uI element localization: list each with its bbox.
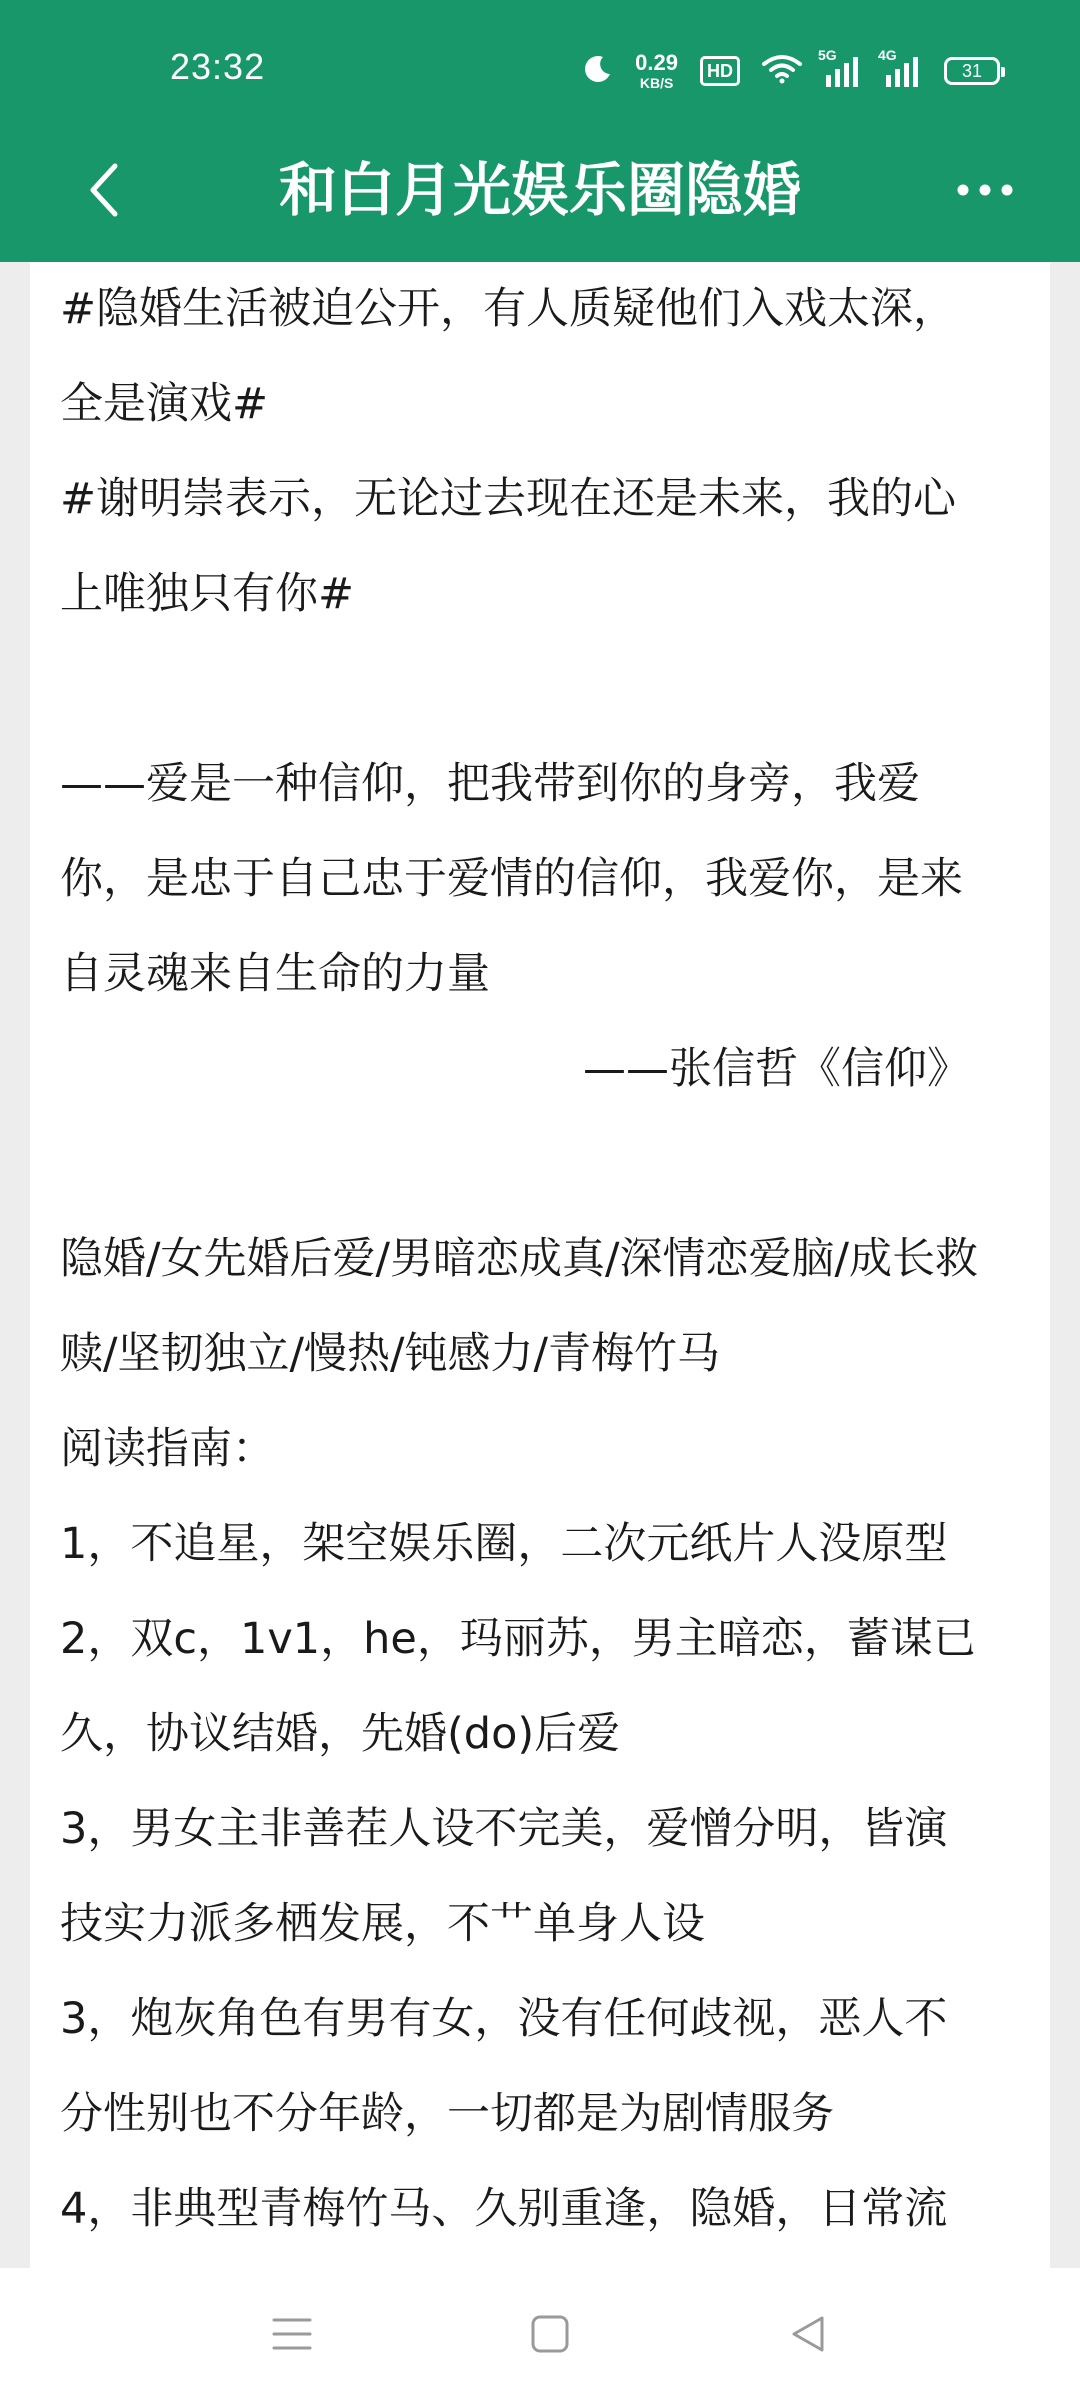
net-speed-unit: KB/S <box>639 75 674 91</box>
moon-icon <box>583 54 613 88</box>
home-button[interactable] <box>520 2304 580 2364</box>
network-5g-label: 5G <box>818 47 837 63</box>
net-speed-value: 0.29 <box>635 50 678 75</box>
battery-level: 31 <box>961 60 983 81</box>
net-speed <box>635 52 678 90</box>
text-line-1: #隐婚生活被迫公开，有人质疑他们入戏太深， <box>60 284 957 334</box>
triangle-back-icon <box>788 2314 828 2354</box>
more-button[interactable] <box>940 160 1030 220</box>
text-line-15: 3，炮灰角色有男有女，没有任何歧视，恶人不 <box>60 1994 948 2044</box>
signal-4g <box>878 47 922 87</box>
blank-line-2 <box>60 1117 1050 1212</box>
status-time: 23:32 <box>170 46 266 87</box>
menu-icon <box>272 2316 312 2352</box>
status-icons <box>583 46 1000 96</box>
quote-attribution: ——张信哲《信仰》 <box>583 1044 970 1094</box>
text-line-17: 4，非典型青梅竹马、久别重逢，隐婚，日常流 <box>60 2184 948 2234</box>
blank-line-1 <box>60 642 1050 737</box>
system-back-button[interactable] <box>778 2304 838 2364</box>
signal-5g <box>818 47 862 87</box>
book-content[interactable] <box>30 262 1050 2268</box>
text-line-9: 赎/坚韧独立/慢热/钝感力/青梅竹马 <box>60 1329 720 1379</box>
text-body <box>60 262 1050 2257</box>
battery-icon <box>944 57 1000 85</box>
page-title: 和白月光娱乐圈隐婚 <box>278 156 801 224</box>
text-line-3: #谢明崇表示，无论过去现在还是未来，我的心 <box>60 474 957 524</box>
text-line-16: 分性别也不分年龄，一切都是为剧情服务 <box>60 2089 834 2139</box>
menu-button[interactable] <box>262 2304 322 2364</box>
text-line-5: ——爱是一种信仰，把我带到你的身旁，我爱 <box>60 759 920 809</box>
text-line-10: 1，不追星，架空娱乐圈，二次元纸片人没原型 <box>60 1519 948 1569</box>
text-line-8: 隐婚/女先婚后爱/男暗恋成真/深情恋爱脑/成长救 <box>60 1234 978 1284</box>
text-line-14: 技实力派多栖发展，不艹单身人设 <box>60 1899 705 1949</box>
status-bar <box>0 0 1080 130</box>
home-square-icon <box>530 2314 570 2354</box>
text-line-13: 3，男女主非善茬人设不完美，爱憎分明，皆演 <box>60 1804 948 1854</box>
wifi-icon <box>762 54 802 88</box>
text-line-12: 久，协议结婚，先婚(do)后爱 <box>60 1709 621 1759</box>
system-nav-bar <box>0 2268 1080 2400</box>
text-line-7: 自灵魂来自生命的力量 <box>60 949 490 999</box>
text-line-2: 全是演戏# <box>60 379 269 429</box>
reading-guide-heading: 阅读指南： <box>60 1424 275 1474</box>
text-line-4: 上唯独只有你# <box>60 569 355 619</box>
app-header <box>0 0 1080 262</box>
hd-badge: HD <box>700 56 740 86</box>
text-line-11: 2，双c，1v1，he，玛丽苏，男主暗恋，蓄谋已 <box>60 1614 976 1664</box>
network-4g-label: 4G <box>878 47 897 63</box>
text-line-6: 你，是忠于自己忠于爱情的信仰，我爱你，是来 <box>60 854 963 904</box>
nav-bar <box>0 130 1080 262</box>
more-dots-icon <box>955 180 1015 200</box>
